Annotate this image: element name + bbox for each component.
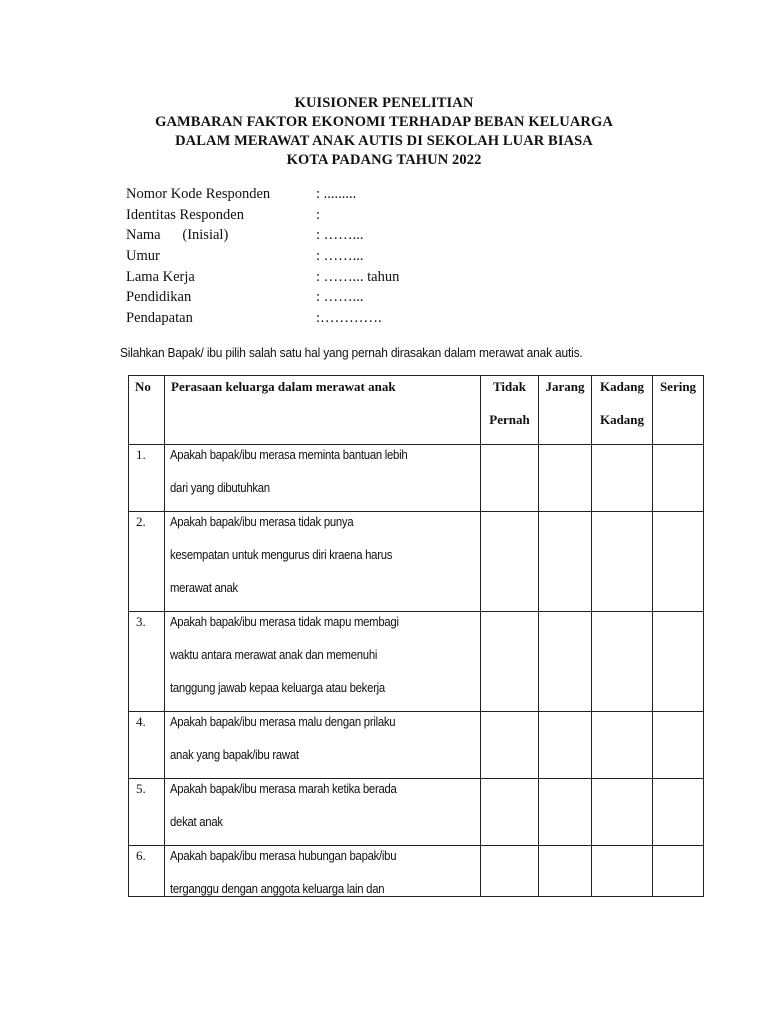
identity-value: : ……... [316, 227, 364, 244]
identity-row-code [126, 184, 399, 205]
identity-value: : ......... [316, 186, 357, 202]
answer-cell-sering[interactable] [653, 779, 704, 846]
identity-value: : ……... [316, 289, 364, 306]
answer-cell-sering[interactable] [653, 445, 704, 512]
answer-cell-jarang[interactable] [539, 712, 592, 779]
header-no: No [129, 376, 165, 445]
header-question: Perasaan keluarga dalam merawat anak [165, 376, 481, 445]
answer-cell-kadang-kadang[interactable] [592, 612, 653, 712]
answer-cell-jarang[interactable] [539, 512, 592, 612]
answer-cell-tidak-pernah[interactable] [481, 612, 539, 712]
row-number: 4. [129, 712, 165, 779]
row-number: 2. [129, 512, 165, 612]
identity-row-name [126, 225, 399, 246]
title-line-1: KUISIONER PENELITIAN [294, 95, 474, 111]
respondent-identity [126, 184, 399, 329]
answer-cell-kadang-kadang[interactable] [592, 445, 653, 512]
question-cell: Apakah bapak/ibu merasa tidak punya kesempatan untuk mengurus diri kraena harus merawat anak [165, 512, 481, 612]
table-row [129, 612, 704, 712]
answer-cell-tidak-pernah[interactable] [481, 445, 539, 512]
answer-cell-tidak-pernah[interactable] [481, 779, 539, 846]
row-number: 1. [129, 445, 165, 512]
identity-label: Pendapatan [126, 310, 193, 327]
header-sering: Sering [653, 376, 704, 445]
table-row [129, 846, 704, 897]
identity-row-age [126, 246, 399, 267]
answer-cell-kadang-kadang[interactable] [592, 846, 653, 897]
answer-cell-tidak-pernah[interactable] [481, 712, 539, 779]
identity-value: : ……... [316, 248, 364, 265]
identity-value: : ……... tahun [316, 268, 400, 285]
question-cell: Apakah bapak/ibu merasa hubungan bapak/ibu terganggu dengan anggota keluarga lain dan [165, 846, 481, 897]
document-title [0, 94, 768, 170]
title-line-4: KOTA PADANG TAHUN 2022 [286, 152, 482, 168]
table-row [129, 445, 704, 512]
question-cell: Apakah bapak/ibu merasa tidak mapu membagi waktu antara merawat anak dan memenuhi tanggung jawab kepaa keluarga atau bekerja [165, 612, 481, 712]
identity-label: Umur [126, 248, 160, 265]
header-kadang-kadang: Kadang Kadang [592, 376, 653, 445]
row-number: 6. [129, 846, 165, 897]
question-cell: Apakah bapak/ibu merasa malu dengan prilaku anak yang bapak/ibu rawat [165, 712, 481, 779]
row-number: 3. [129, 612, 165, 712]
identity-label: Nomor Kode Responden [126, 186, 271, 202]
identity-label: Pendidikan [126, 289, 192, 306]
question-cell: Apakah bapak/ibu merasa meminta bantuan lebih dari yang dibutuhkan [165, 445, 481, 512]
identity-row-income [126, 308, 399, 329]
answer-cell-kadang-kadang[interactable] [592, 512, 653, 612]
identity-row-identity [126, 205, 399, 226]
table-header-row [129, 376, 704, 445]
question-cell: Apakah bapak/ibu merasa marah ketika berada dekat anak [165, 779, 481, 846]
identity-label: Lama Kerja [126, 268, 195, 285]
title-line-3: DALAM MERAWAT ANAK AUTIS DI SEKOLAH LUAR BIASA [175, 133, 593, 149]
answer-cell-sering[interactable] [653, 612, 704, 712]
identity-row-work-duration [126, 267, 399, 288]
instruction-text: Silahkan Bapak/ ibu pilih salah satu hal yang pernah dirasakan dalam merawat anak autis. [120, 345, 583, 360]
answer-cell-sering[interactable] [653, 712, 704, 779]
answer-cell-jarang[interactable] [539, 612, 592, 712]
answer-cell-jarang[interactable] [539, 445, 592, 512]
answer-cell-tidak-pernah[interactable] [481, 846, 539, 897]
identity-row-education [126, 287, 399, 308]
answer-cell-tidak-pernah[interactable] [481, 512, 539, 612]
title-line-2: GAMBARAN FAKTOR EKONOMI TERHADAP BEBAN KELUARGA [155, 114, 613, 130]
answer-cell-kadang-kadang[interactable] [592, 779, 653, 846]
table-row [129, 779, 704, 846]
answer-cell-jarang[interactable] [539, 779, 592, 846]
identity-value: :…………. [316, 310, 382, 327]
header-jarang: Jarang [539, 376, 592, 445]
questionnaire-table [128, 375, 704, 897]
identity-label: Nama (Inisial) [126, 227, 229, 244]
row-number: 5. [129, 779, 165, 846]
header-tidak-pernah: Tidak Pernah [481, 376, 539, 445]
identity-value: : [316, 206, 321, 223]
answer-cell-jarang[interactable] [539, 846, 592, 897]
answer-cell-kadang-kadang[interactable] [592, 712, 653, 779]
identity-label: Identitas Responden [126, 206, 244, 223]
answer-cell-sering[interactable] [653, 846, 704, 897]
table-row [129, 512, 704, 612]
answer-cell-sering[interactable] [653, 512, 704, 612]
table-row [129, 712, 704, 779]
